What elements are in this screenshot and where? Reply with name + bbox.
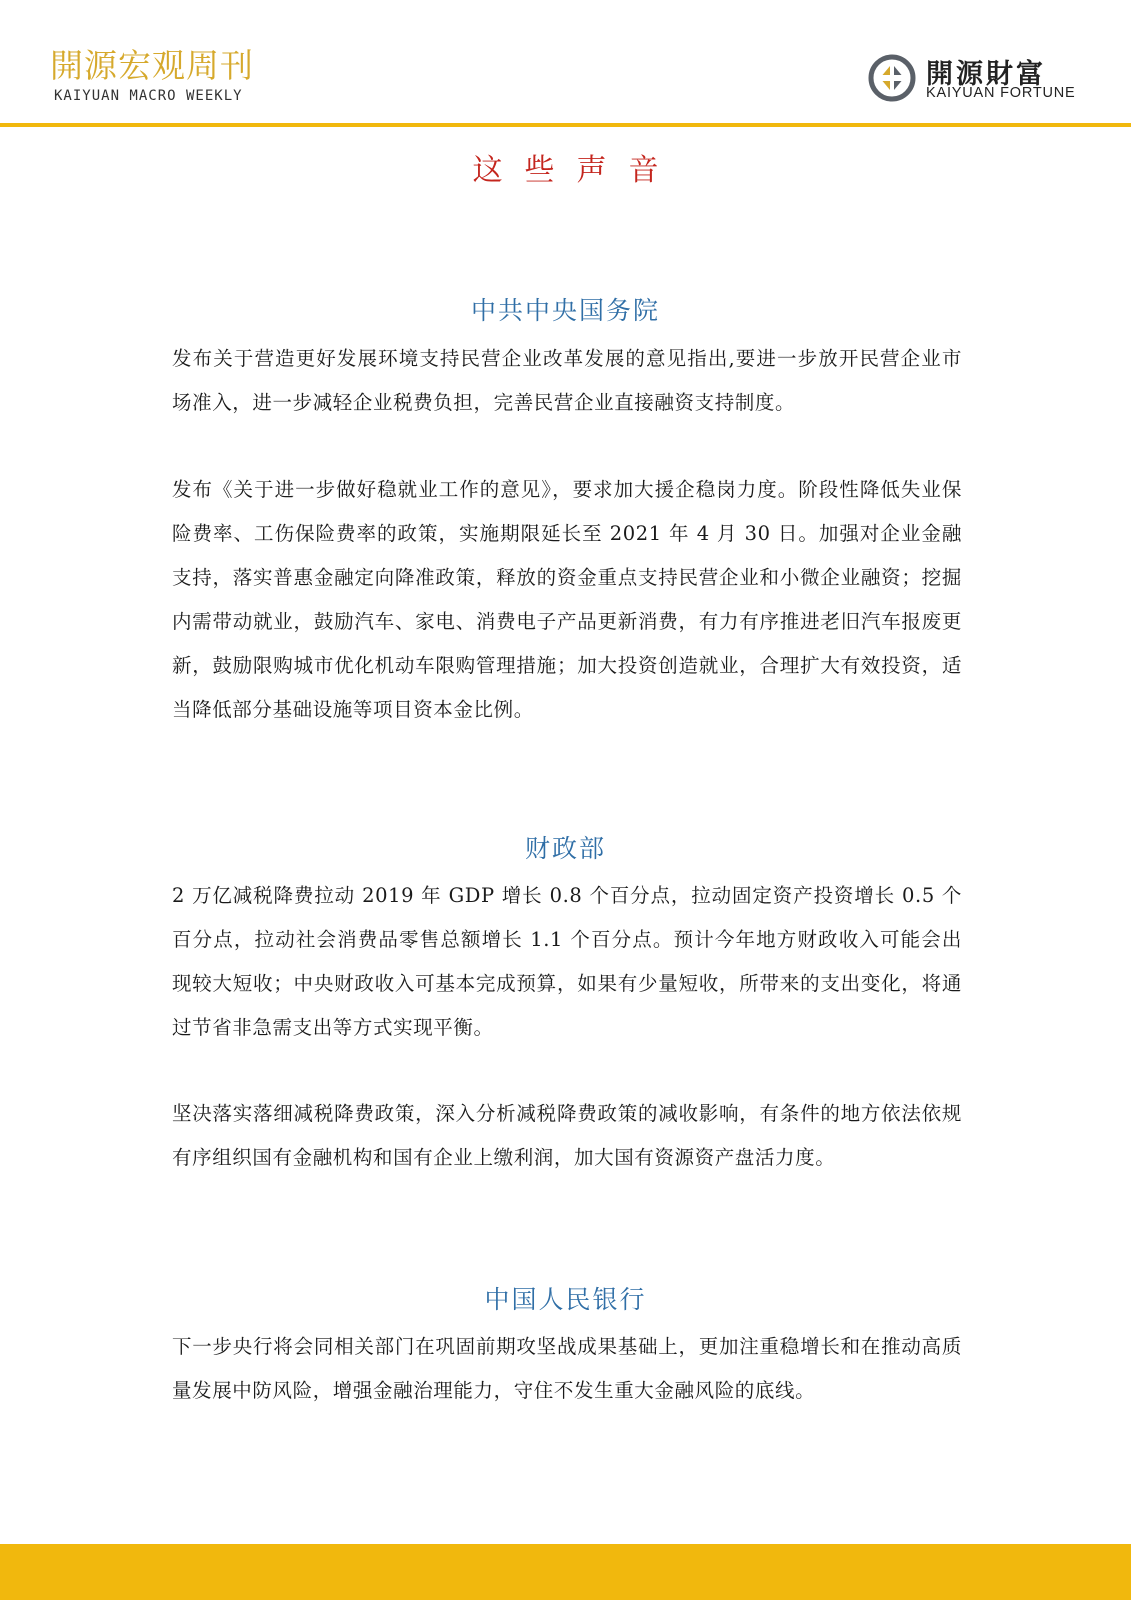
- paragraph: 坚决落实落细减税降费政策，深入分析减税降费政策的减收影响，有条件的地方依法依规有序组织国有金融机构和国有企业上缴利润，加大国有资源资产盘活力度。: [172, 1102, 962, 1169]
- paragraph: 发布关于营造更好发展环境支持民营企业改革发展的意见指出,要进一步放开民营企业市场准入，进一步减轻企业税费负担，完善民营企业直接融资支持制度。: [172, 347, 962, 414]
- section-title-ministry-of-finance: 财政部: [524, 834, 606, 863]
- section-title-peoples-bank-of-china: 中国人民银行: [484, 1285, 647, 1314]
- paragraph: 下一步央行将会同相关部门在巩固前期攻坚战成果基础上，更加注重稳增长和在推动高质量发展中防风险，增强金融治理能力，守住不发生重大金融风险的底线。: [172, 1335, 962, 1402]
- paragraph: 发布《关于进一步做好稳就业工作的意见》，要求加大援企稳岗力度。阶段性降低失业保险费率、工伤保险费率的政策，实施期限延长至 2021 年 4 月 30 日。加强对企业金融支持，落实普惠金融定向降准政策，释放的资金重点支持民营企业和小微企业融资；挖掘内需带动就业，鼓励汽车、家电、消费电子产品更新消费，有力有序推进老旧汽车报废更新，鼓励限购城市优化机动车限购管理措施；加大投资创造就业，合理扩大有效投资，适当降低部分基础设施等项目资本金比例。: [172, 478, 962, 721]
- logo-chinese-name: 開源財富: [926, 59, 1046, 90]
- publication-subtitle: KAIYUAN MACRO WEEKLY: [54, 88, 243, 104]
- section-title-state-council: 中共中央国务院: [470, 296, 660, 325]
- paragraph: 2 万亿减税降费拉动 2019 年 GDP 增长 0.8 个百分点，拉动固定资产投资增长 0.5 个百分点，拉动社会消费品零售总额增长 1.1 个百分点。预计今年地方财政收入可能会出现较大短收；中央财政收入可基本完成预算，如果有少量短收，所带来的支出变化，将通过节省非急需支出等方式实现平衡。: [172, 884, 962, 1039]
- logo-english-name: KAIYUAN FORTUNE: [926, 85, 1076, 101]
- page-title: 这些声音: [472, 153, 681, 188]
- publication-title: 開源宏观周刊: [50, 46, 254, 85]
- page-header: [0, 0, 1131, 128]
- kaiyuan-logo-icon: [866, 52, 918, 104]
- header-divider: [0, 123, 1131, 127]
- footer-band: [0, 1544, 1131, 1600]
- brand-logo: [866, 52, 1096, 104]
